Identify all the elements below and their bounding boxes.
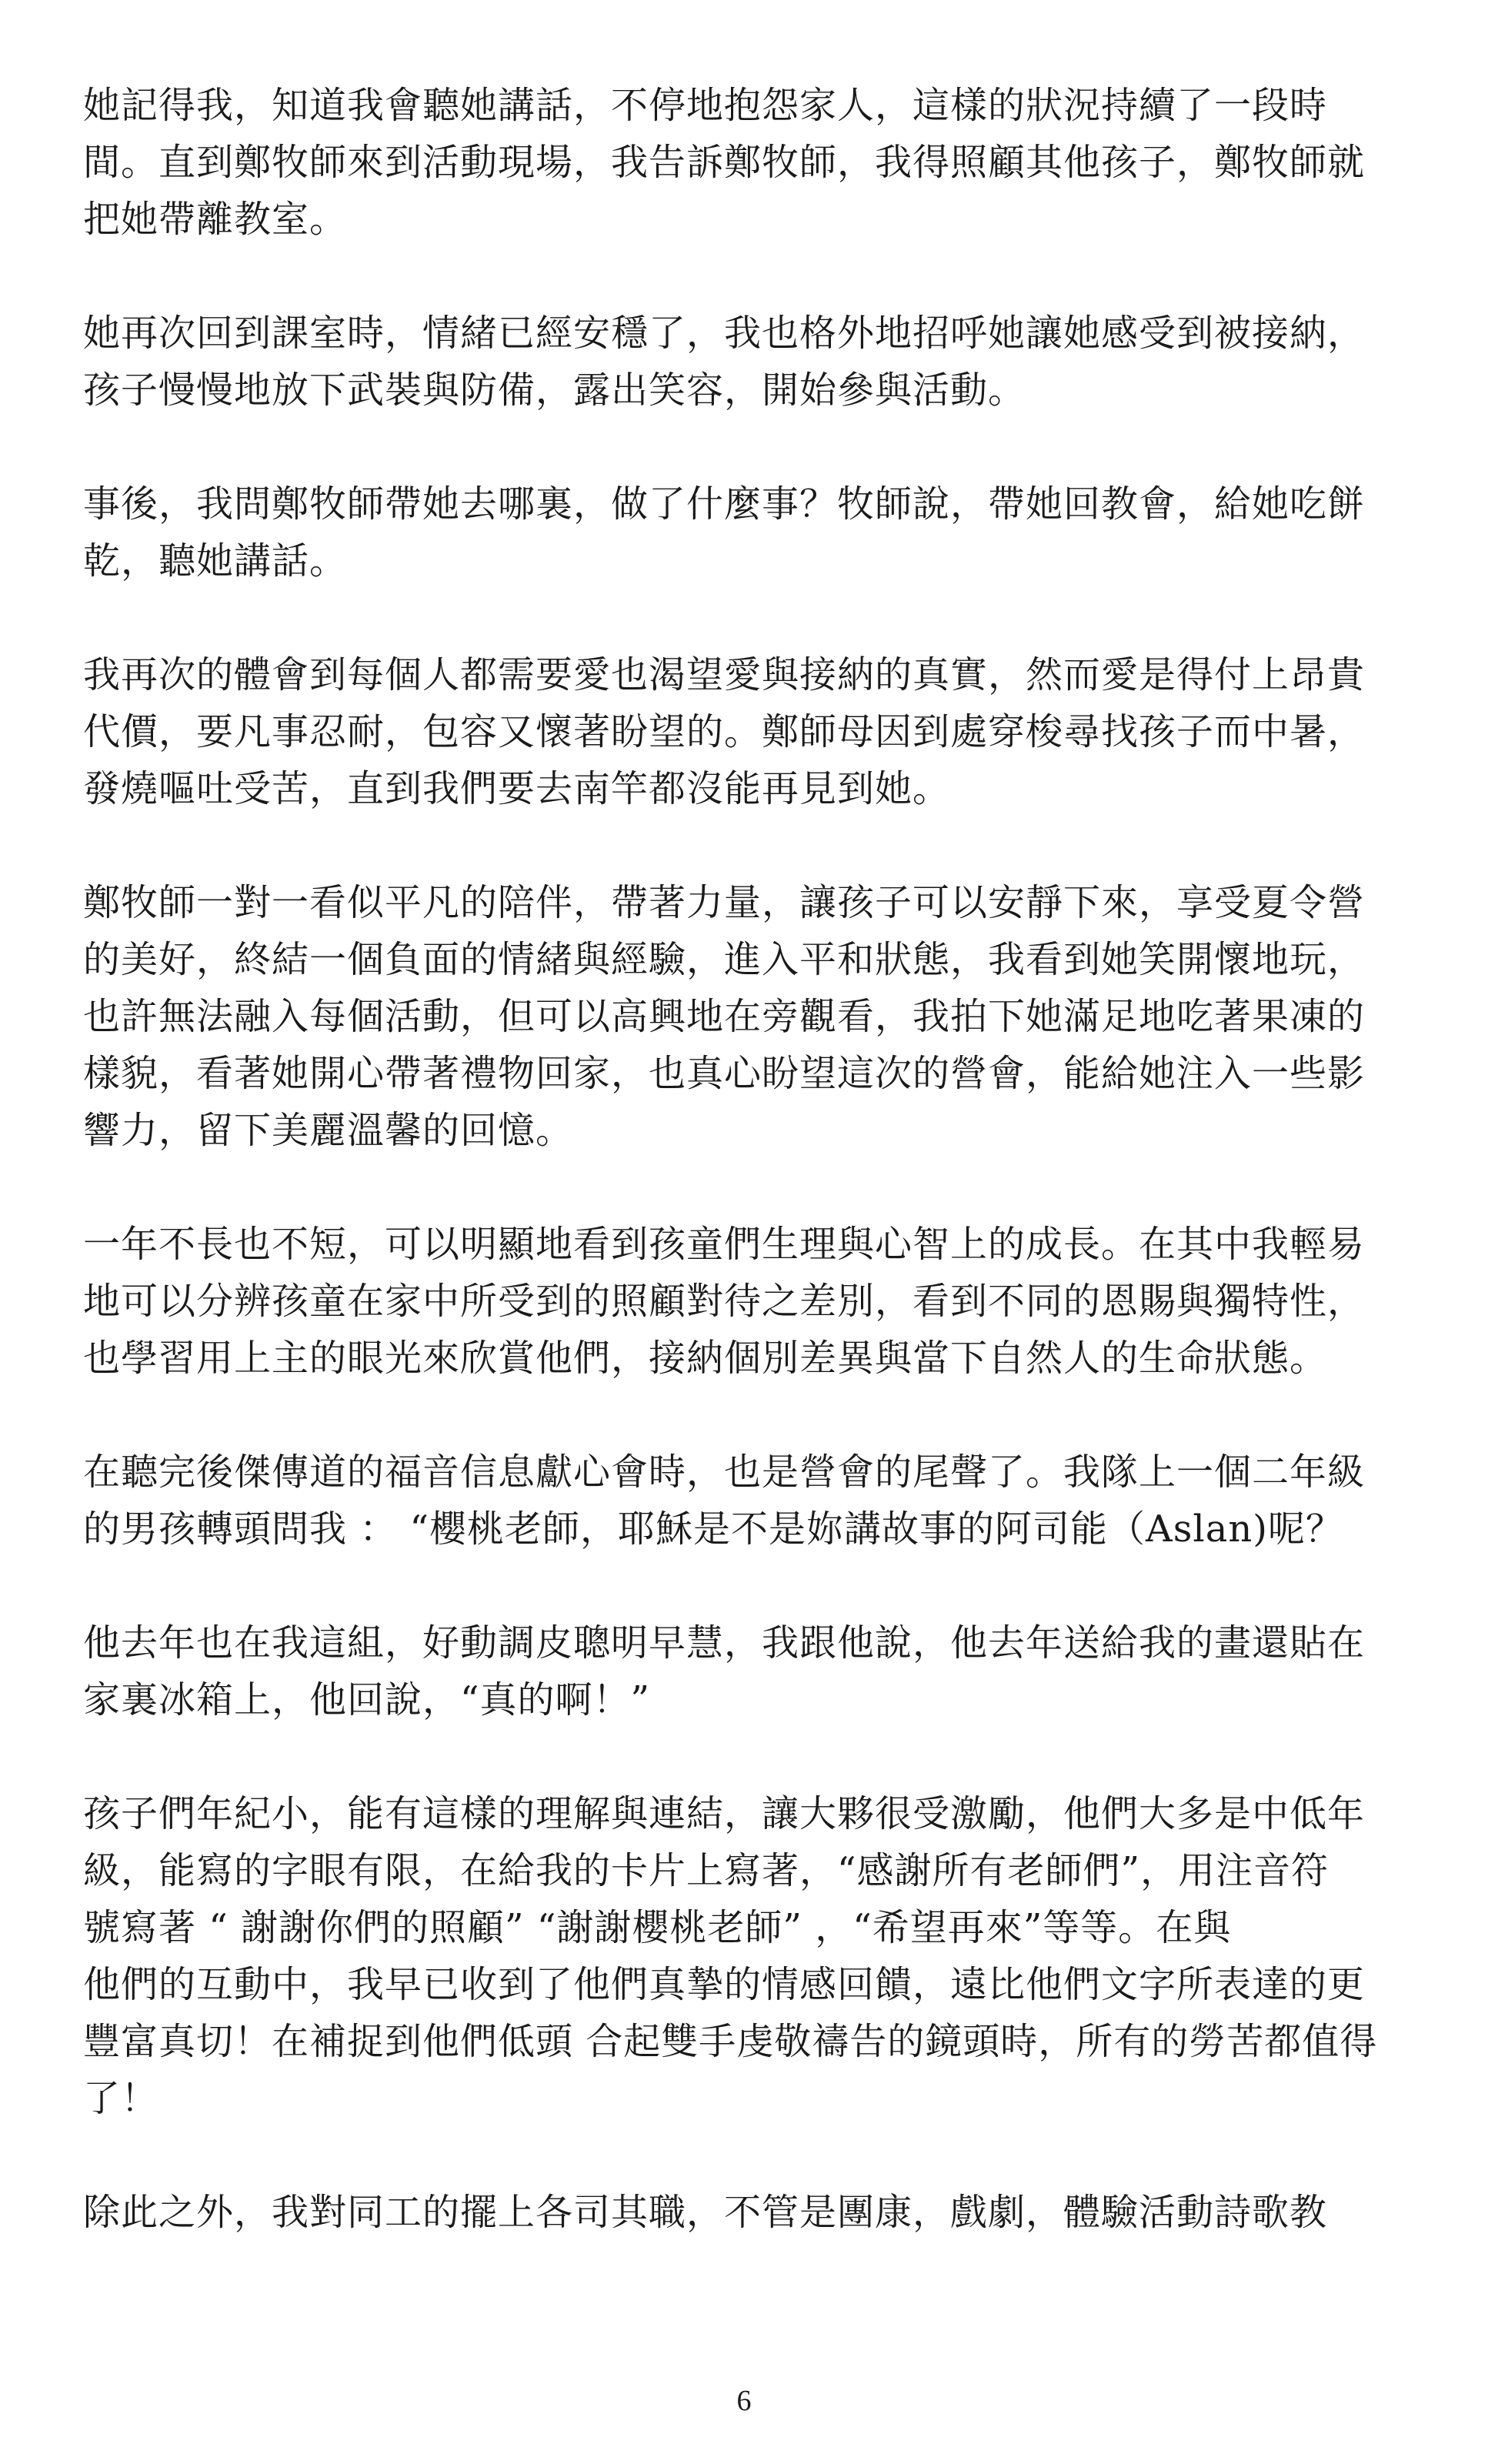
text-line: 也許無法融入每個活動，但可以高興地在旁觀看，我拍下她滿足地吃著果凍的: [83, 995, 1366, 1038]
paragraph: [83, 305, 1422, 419]
paragraph: [83, 646, 1422, 817]
text-line: 鄭牧師一對一看似平凡的陪伴，帶著力量，讓孩子可以安靜下來，享受夏令營: [83, 881, 1366, 924]
text-line: 樣貌，看著她開心帶著禮物回家，也真心盼望這次的營會，能給她注入一些影: [83, 1052, 1366, 1095]
text-line: 家裏冰箱上，他回說，“真的啊！”: [83, 1678, 651, 1721]
text-line: 他去年也在我這組，好動調皮聰明早慧，我跟他說，他去年送給我的畫還貼在: [83, 1621, 1366, 1664]
text-line: 響力，留下美麗溫馨的回憶。: [83, 1109, 574, 1152]
text-line: 孩子們年紀小，能有這樣的理解與連結，讓大夥很受激勵，他們大多是中低年: [83, 1792, 1366, 1835]
text-line: 乾，聽她講話。: [83, 539, 348, 583]
text-line: 的美好，終結一個負面的情緒與經驗，進入平和狀態，我看到她笑開懷地玩，: [83, 938, 1366, 981]
paragraph: [83, 1444, 1422, 1558]
text-line: 一年不長也不短，可以明顯地看到孩童們生理與心智上的成長。在其中我輕易: [83, 1223, 1366, 1266]
text-line: 的男孩轉頭問我 ： “櫻桃老師，耶穌是不是妳講故事的阿司能（Aslan)呢？: [83, 1507, 1343, 1551]
text-line: 豐富真切！在補捉到他們低頭 合起雙手虔敬禱告的鏡頭時，所有的勞苦都值得: [83, 2020, 1378, 2063]
text-line: 孩子慢慢地放下武裝與防備，露出笑容，開始參與活動。: [83, 369, 1026, 412]
text-line: 號寫著 “ 謝謝你們的照顧” “謝謝櫻桃老師” ，“希望再來”等等。在與: [83, 1906, 1232, 1949]
text-line: 把她帶離教室。: [83, 198, 348, 241]
paragraph: [83, 874, 1422, 1159]
text-line: 她記得我，知道我會聽她講話，不停地抱怨家人，這樣的狀況持續了一段時: [83, 84, 1328, 127]
text-line: 也學習用上主的眼光來欣賞他們，接納個別差異與當下自然人的生命狀態。: [83, 1337, 1328, 1380]
text-line: 我再次的體會到每個人都需要愛也渴望愛與接納的真實，然而愛是得付上昂貴: [83, 653, 1366, 696]
text-line: 發燒嘔吐受苦，直到我們要去南竿都沒能再見到她。: [83, 767, 951, 810]
text-line: 她再次回到課室時，情緒已經安穩了，我也格外地招呼她讓她感受到被接納，: [83, 312, 1366, 355]
paragraph: [83, 2184, 1422, 2241]
text-line: 代價，要凡事忍耐，包容又懷著盼望的。鄭師母因到處穿梭尋找孩子而中暑，: [83, 710, 1366, 753]
paragraph: [83, 1785, 1422, 2127]
text-line: 了！: [83, 2077, 159, 2120]
paragraph: [83, 476, 1422, 589]
text-line: 級，能寫的字眼有限，在給我的卡片上寫著，“感謝所有老師們”，用注音符: [83, 1849, 1330, 1892]
text-line: 他們的互動中，我早已收到了他們真摯的情感回饋，遠比他們文字所表達的更: [83, 1963, 1366, 2006]
paragraph: [83, 77, 1422, 248]
paragraph: [83, 1216, 1422, 1387]
text-line: 除此之外，我對同工的擺上各司其職，不管是團康，戲劇，體驗活動詩歌教: [83, 2191, 1328, 2234]
body-text: [83, 77, 1422, 2298]
text-line: 在聽完後傑傳道的福音信息獻心會時，也是營會的尾聲了。我隊上一個二年級: [83, 1451, 1366, 1494]
text-line: 事後，我問鄭牧師帶她去哪裏，做了什麼事？牧師說，帶她回教會，給她吃餅: [83, 482, 1366, 526]
text-line: 間。直到鄭牧師來到活動現場，我告訴鄭牧師，我得照顧其他孩子，鄭牧師就: [83, 141, 1366, 184]
paragraph: [83, 1614, 1422, 1728]
text-line: 地可以分辨孩童在家中所受到的照顧對待之差別，看到不同的恩賜與獨特性，: [83, 1280, 1366, 1323]
page-number: 6: [736, 2385, 752, 2417]
